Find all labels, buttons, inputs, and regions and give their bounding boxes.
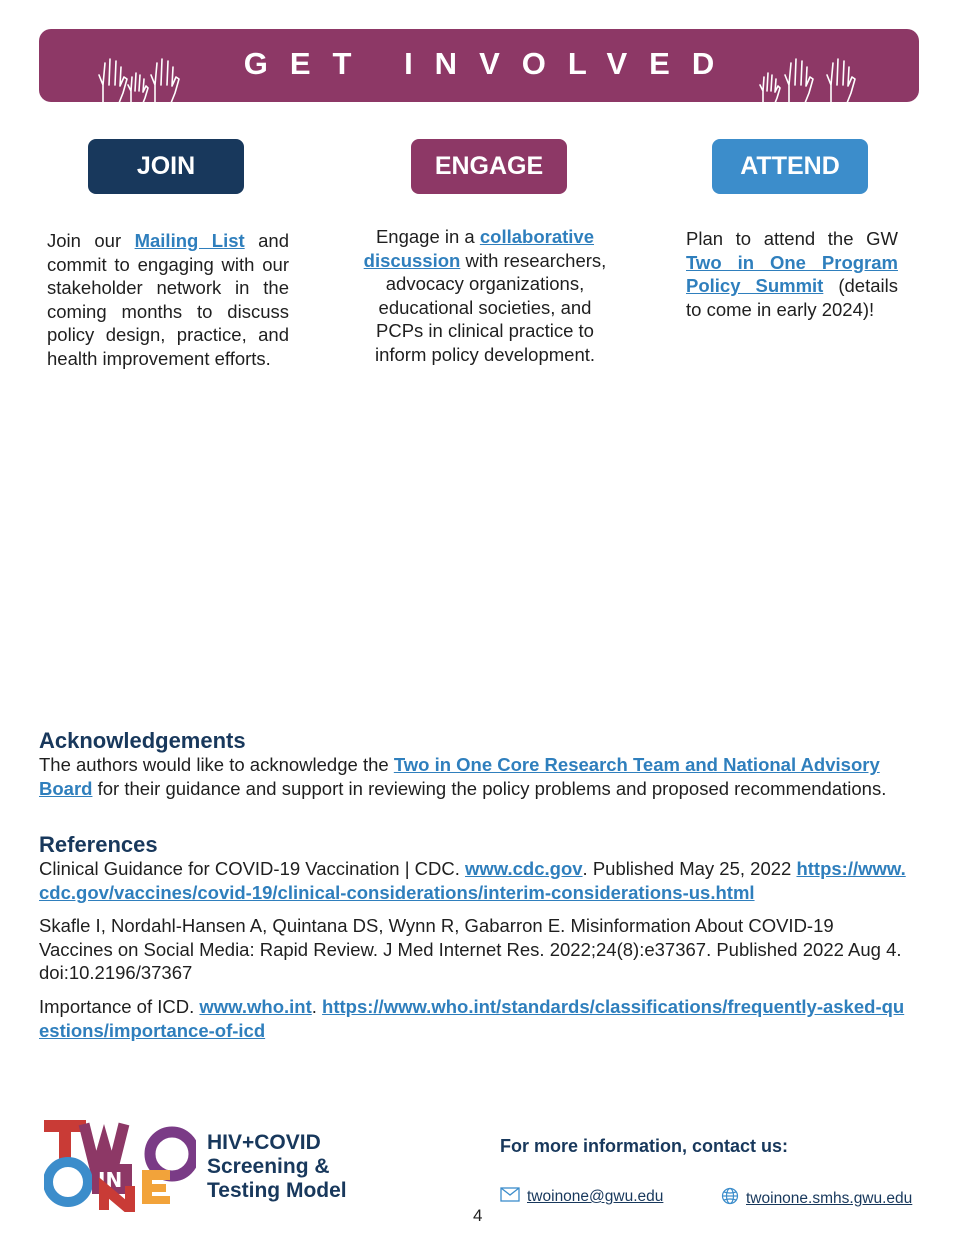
email-link[interactable]: twoinone@gwu.edu — [527, 1188, 664, 1205]
contact-title: For more information, contact us: — [500, 1136, 789, 1156]
reference-item — [39, 995, 909, 1042]
svg-text:IN: IN — [98, 1168, 123, 1192]
acknowledgements-text — [39, 753, 909, 800]
engage-description — [360, 225, 610, 367]
tagline-line: Testing Model — [207, 1179, 347, 1202]
get-involved-banner — [39, 29, 919, 102]
who-link[interactable]: www.who.int — [199, 996, 312, 1017]
tagline-line: HIV+COVID — [207, 1131, 321, 1154]
engage-text-end: with researchers, advocacy organizations, educational societies, and PCPs in clinical practice to inform policy development. — [374, 249, 607, 365]
contact-website[interactable] — [721, 1187, 912, 1210]
acknowledgements-heading: Acknowledgements — [39, 728, 246, 753]
ack-text-start: The authors would like to acknowledge the — [39, 754, 394, 775]
two-in-one-logo — [44, 1116, 196, 1212]
cdc-guidance-url-link[interactable]: https://www.cdc.gov/vaccines/covid-19/clinical-considerations/interim-considerations-us.html — [39, 858, 906, 903]
reference-text: . — [311, 996, 323, 1017]
ack-text-end: for their guidance and support in reviewing the policy problems and proposed recommendations. — [92, 777, 887, 799]
references-heading: References — [39, 832, 158, 857]
attend-description — [686, 227, 898, 321]
collaborative-discussion-link[interactable]: collaborative discussion — [363, 226, 595, 271]
envelope-icon — [500, 1187, 527, 1207]
website-link[interactable]: twoinone.smhs.gwu.edu — [746, 1189, 913, 1207]
mailing-list-link[interactable]: Mailing List — [134, 230, 245, 251]
engage-text-start: Engage in a — [375, 226, 480, 247]
engage-label: ENGAGE — [411, 139, 567, 194]
attend-text-end: (details to come in early 2024)! — [686, 275, 898, 320]
reference-item — [39, 857, 909, 904]
join-description — [47, 229, 289, 371]
policy-summit-link[interactable]: Two in One Program Policy Summit — [686, 251, 898, 297]
contact-email[interactable] — [500, 1187, 663, 1207]
join-label: JOIN — [88, 139, 244, 194]
raised-hands-icon — [755, 55, 865, 105]
core-research-team-link[interactable]: Two in One Core Research Team and National Advisory Board — [39, 754, 880, 799]
join-text-end: and commit to engaging with our stakeholder network in the coming months to discuss policy design, practice, and health improvement efforts. — [47, 230, 289, 369]
cdc-link[interactable]: www.cdc.gov — [465, 858, 583, 879]
who-icd-url-link[interactable]: https://www.who.int/standards/classifications/frequently-asked-questions/importance-of-icd — [39, 996, 905, 1041]
reference-text: . Published May 25, 2022 — [582, 858, 797, 879]
join-text-start: Join our — [47, 230, 135, 251]
tagline-line: Screening & — [207, 1155, 330, 1178]
reference-text: Clinical Guidance for COVID-19 Vaccination | CDC. — [39, 858, 466, 879]
program-tagline — [207, 1131, 347, 1203]
banner-title: GET INVOLVED — [243, 46, 737, 81]
reference-item: Skafle I, Nordahl-Hansen A, Quintana DS, Wynn R, Gabarron E. Misinformation About COVID-19 Vaccines on Social Media: Rapid Review. J Med Internet Res. 2022;24(8):e37367. Published 2022 Aug 4. doi:10.2196/37367 — [39, 915, 902, 983]
page-number: 4 — [473, 1206, 483, 1225]
globe-icon — [721, 1187, 746, 1210]
attend-label: ATTEND — [712, 139, 868, 194]
attend-text-start: Plan to attend the GW — [686, 228, 898, 249]
reference-text: Importance of ICD. — [39, 996, 200, 1017]
